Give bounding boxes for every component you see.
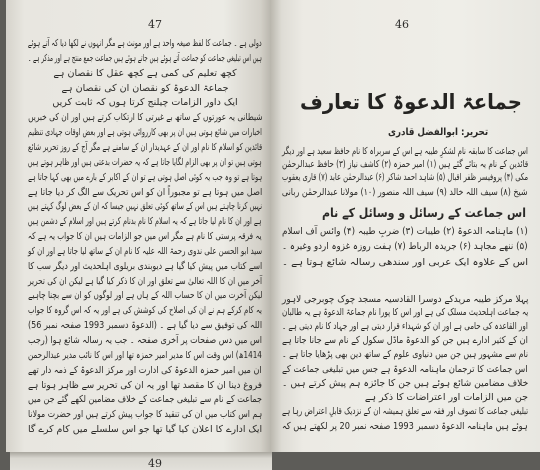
left-text-line: ایک ادارے کا اعلان کیا گیا تھا جو اس سلسلے میں کام کرے گا [27, 424, 262, 436]
body-text-line: ہوئے ہیں ماہنامہ الدعوۃ دسمبر 1993 صفحہ نمبر 20 پر لکھتے ہیں کہ [282, 421, 528, 432]
page-number-right: 46 [395, 18, 409, 31]
left-text-line-row [28, 231, 262, 243]
left-text-line-row [28, 157, 262, 169]
left-text-line-row [28, 290, 262, 302]
left-text-line: ہوتا ہے تو وہ جب یہ کوئی اصل ہوتی ہے تو ان کے اکابر کے بارے میں بھی کہا جاتا ہے [27, 171, 262, 183]
left-text-line-row [28, 38, 262, 50]
left-text-line: اخبارات میں شائع ہوتی ہیں ان پر بھی کارروائی ہوتی ہے اور بعض اوقات جہادی تنظیم [28, 127, 262, 139]
publication-list-line: (۵) ننھے مجاہد (۶) جریدہ الرباط (۷) ہفت روزہ غزوہ اردو وغیرہ ۔ [282, 241, 528, 252]
left-text-line: فروغ دینا ان کا مقصد تھا اور یہ ان کی تحریر سے ظاہر ہوتا ہے [28, 379, 262, 391]
left-text-line: یہ کام کرکے ہم نے ان کی اصلاح کی کوشش کی ہے اور یہ کہ اس گروہ کا جواب [28, 305, 262, 317]
intro-text-line-row [282, 146, 528, 158]
body-text-line-row [282, 392, 528, 404]
body-text-line-row [282, 335, 528, 347]
left-text-line-row [28, 424, 262, 436]
left-text-line: سید ابو الحسن علی ندوی رحمۃ اللہ علیہ کا نام ان کے ساتھ لیا جاتا ہے اور ان کو [27, 245, 262, 257]
body-text-line: خلاف مضامین شائع ہوئے ہیں جن کا جائزہ ہم پیش کرتے ہیں ۔ [281, 378, 528, 389]
right-page [271, 0, 540, 452]
publication-list-line: (۱) ماہنامہ الدعوۃ (۲) طیبات (۳) ضربِ طیبہ (۴) وائس آف اسلام [282, 226, 528, 237]
left-page-text-column [28, 0, 262, 452]
next-page-edge [10, 452, 272, 470]
article-title: جماعۃ الدعوۃ کا تعارف [300, 90, 522, 114]
left-text-line: جماعت کے نام سے تبلیغی جماعت کے خلاف مضامین لکھے گئے جن میں [27, 394, 262, 406]
intro-text-line-row [282, 159, 528, 171]
section-heading: اس جماعت کے رسائل و وسائل کے نام [322, 205, 526, 220]
left-text-line-row [28, 320, 262, 332]
left-text-line-row [28, 350, 262, 362]
intro-text-line: مکی (۴) پروفیسر ظفر اقبال (۵) شاہد احمد شاکر (۶) عبدالرحمٰن عابد (۷) قاری یعقوب [281, 172, 528, 183]
left-text-line: ایک داور الزامات چیلنج کرتا ہوں کہ ثابت کریں [52, 97, 238, 109]
left-text-line-row [28, 394, 262, 406]
left-text-line: نہیں کرنا چاہتے ہیں اس کے ساتھ کوئی تعلق نہیں جیسا کہ ان کے بعض لوگ کہتے ہیں [27, 201, 262, 213]
body-text-line-row [282, 321, 528, 333]
body-text-line: ان کے کثیر ادارے ہیں جن کو الدعوۃ ماڈل سکول کے نام سے جانا جاتا ہے [282, 335, 528, 346]
author-line-row [388, 127, 488, 139]
body-text-line-row [282, 364, 528, 376]
left-text-line: ہوتی ہیں تو ان پر بھی الزام لگایا جاتا ہے کہ یہ حضرات بدعتی ہیں اور ظاہر ہوتے ہیں [28, 156, 262, 168]
left-text-line: لیکن آخرت میں ان کا حساب اللہ کے ہاں ہے اور لوگوں کو ان سے بچنا چاہیے [27, 290, 262, 302]
left-text-line: قائدین کو اسلام کا نام اور ان کے عہدیدار ان کے سامنے ہے مگر آج کے روز تحریر شائع [27, 141, 262, 153]
intro-text-line-row [282, 172, 528, 184]
left-text-line-row [28, 216, 262, 228]
left-text-line: یہ فرقہ پرستی کا نام ہے مگر اس میں جو الزامات ہیں ان کا جواب یہ ہے کہ [28, 231, 262, 243]
left-text-line: ہے اور ان کا نام لیا جاتا ہے کہ یہ اسلام کا نام بدنام کرتے ہیں اور اسلام کے دشمن ہیں [28, 216, 262, 228]
left-text-line-row [28, 305, 262, 317]
body-text-line: یہ جماعت اہلحدیث مسلک کی ہے اور اس کا پورا نام جماعۃ الدعوۃ ہے یہ طالبان [281, 307, 528, 318]
body-text-line: اور القاعدہ کی حامی ہے اور ان کو شہداء قرار دیتی ہے اور جہاد کا نام دیتی ہے ۔ [282, 321, 528, 332]
intro-text-line: قائدین کے نام یہ بتائے گئے ہیں (۱) امیر حمزہ (۲) کاشف نیاز (۳) حافظ عبدالرحمٰن [281, 159, 528, 170]
body-text-line: نام سے مشہور ہیں جن میں دنیاوی علوم کے ساتھ دین بھی پڑھایا جاتا ہے ۔ [281, 349, 528, 360]
publication-list-line-row [282, 257, 528, 269]
author-line: تحریر: ابوالفضل قادری [387, 127, 488, 138]
left-text-line-row [28, 365, 262, 377]
left-text-line-row [28, 172, 262, 184]
left-text-line-row [28, 53, 262, 65]
publication-list-line: اس کے علاوہ ایک عربی اور سندھی رسالہ شائع ہوتا ہے ۔ [281, 257, 528, 268]
left-text-line-row [28, 83, 262, 95]
publication-list-line-row [282, 241, 528, 253]
left-text-line-row [28, 187, 262, 199]
intro-text-line: شیخ (۸) سیف اللہ خالد (۹) سیف اللہ منصور (۱۰) مولانا عبدالرحمٰن ربانی [282, 187, 528, 198]
left-text-line: آخر میں ان کا اللہ تعالیٰ سے تعلق اور ان کا ذکر کیا گیا ہے لیکن ان کی تحریر [27, 275, 262, 287]
left-text-line-row [28, 335, 262, 347]
body-text-line-row [282, 421, 528, 433]
left-text-line-row [28, 97, 262, 109]
intro-text-line-row [282, 187, 528, 199]
left-text-line: ان میں امیر حمزہ الدعوۃ کی ادارت اور مرکز الدعوۃ کے ذمہ دار تھے [28, 364, 262, 376]
section-heading-row [322, 205, 526, 220]
intro-text-line: اس جماعت کا سابقہ نام لشکرِ طیبہ ہے اس کے سربراہ کا نام حافظ سعید ہے اور دیگر [282, 146, 528, 157]
body-text-line-row [282, 294, 528, 306]
left-text-line-row [28, 142, 262, 154]
left-text-line-row [28, 261, 262, 273]
left-text-line-row [28, 380, 262, 392]
left-text-line: اسے کتاب میں پیش کیا گیا ہے دیوبندی بریلوی اہلحدیث اور دیگر سب کا [27, 260, 262, 272]
left-text-line: جماعۃ الدعوۃ کو نقصان ان کی نقصان ہے [61, 82, 229, 94]
body-text-line: جن میں الزامات اور اعتراضات کا ذکر ہے [364, 392, 528, 403]
left-text-line-row [28, 68, 262, 80]
left-text-line-row [28, 409, 262, 421]
left-text-line: ہیں اس تبلیغی جماعت کو جماعت آتے ہوئے ہیں جاتے ہوئے ہیں جماعت جمع منتج ہے اور مذکر ہے ۔ [28, 52, 262, 64]
page-number-left: 47 [148, 18, 162, 31]
page-number-next: 49 [148, 457, 162, 470]
left-text-line: شیطانی یہ عورتوں کے ساتھ بے غیرتی کا ارتکاب کرتے ہیں اور ان کی خبریں [27, 112, 262, 124]
body-text-line-row [282, 406, 528, 418]
left-page [6, 0, 271, 452]
left-text-line-row [28, 201, 262, 213]
left-text-line-row [28, 127, 262, 139]
left-text-line: دولی ہے ۔ جماعت کا لفظ صیغہ واحد ہے اور مونث ہے مگر انہوں نے لکھا دیا کہ آتے ہوئے [28, 38, 262, 49]
body-text-line: اس جماعت کا ترجمان ماہنامہ الدعوۃ ہے جس میں تبلیغی جماعت کے [282, 364, 528, 375]
left-text-line: اللہ کی توفیق سے دیا گیا ہے ۔ (الدعوۃ دسمبر 1993 صفحہ نمبر 56) [27, 320, 262, 332]
right-page-text-column [282, 0, 528, 452]
left-text-line: اس میں دس صفحات پر آخری صفحہ ۔ جب یہ رسالہ شائع ہوا (رجب [27, 335, 262, 346]
left-text-line-row [28, 112, 262, 124]
body-text-line: تبلیغی جماعت کا تصوف اور فقہ سے تعلق ہمیشہ ان کے نزدیک قابلِ اعتراض رہا ہے [281, 406, 528, 417]
body-text-line-row [282, 349, 528, 361]
left-text-line-row [28, 246, 262, 258]
left-text-line: ہم اس کتاب میں ان کی تنقید کا جواب پیش کرتے ہیں اور حضرت مولانا [27, 409, 262, 421]
left-text-line-row [28, 276, 262, 288]
left-text-line: کچھ تعلیم کی کمی ہے کچھ عقل کا نقصان ہے [53, 67, 237, 79]
left-text-line: اصل میں ہوتا ہے تو مجبوراً ان کو اس تحریک سے الگ کر دیا جاتا ہے [27, 186, 262, 198]
body-text-line: پہلا مرکز طیبہ مریدکے دوسرا القادسیہ مسجد چوک چوبرجی لاہور [281, 294, 528, 305]
publication-list-line-row [282, 226, 528, 238]
left-text-line: 1414ھ) اس وقت اس کا مدیر امیر حمزہ تھا اور اس کا نائب مدیر عبدالرحمن [28, 349, 262, 361]
article-title-row [300, 89, 522, 115]
body-text-line-row [282, 378, 528, 390]
body-text-line-row [282, 307, 528, 319]
